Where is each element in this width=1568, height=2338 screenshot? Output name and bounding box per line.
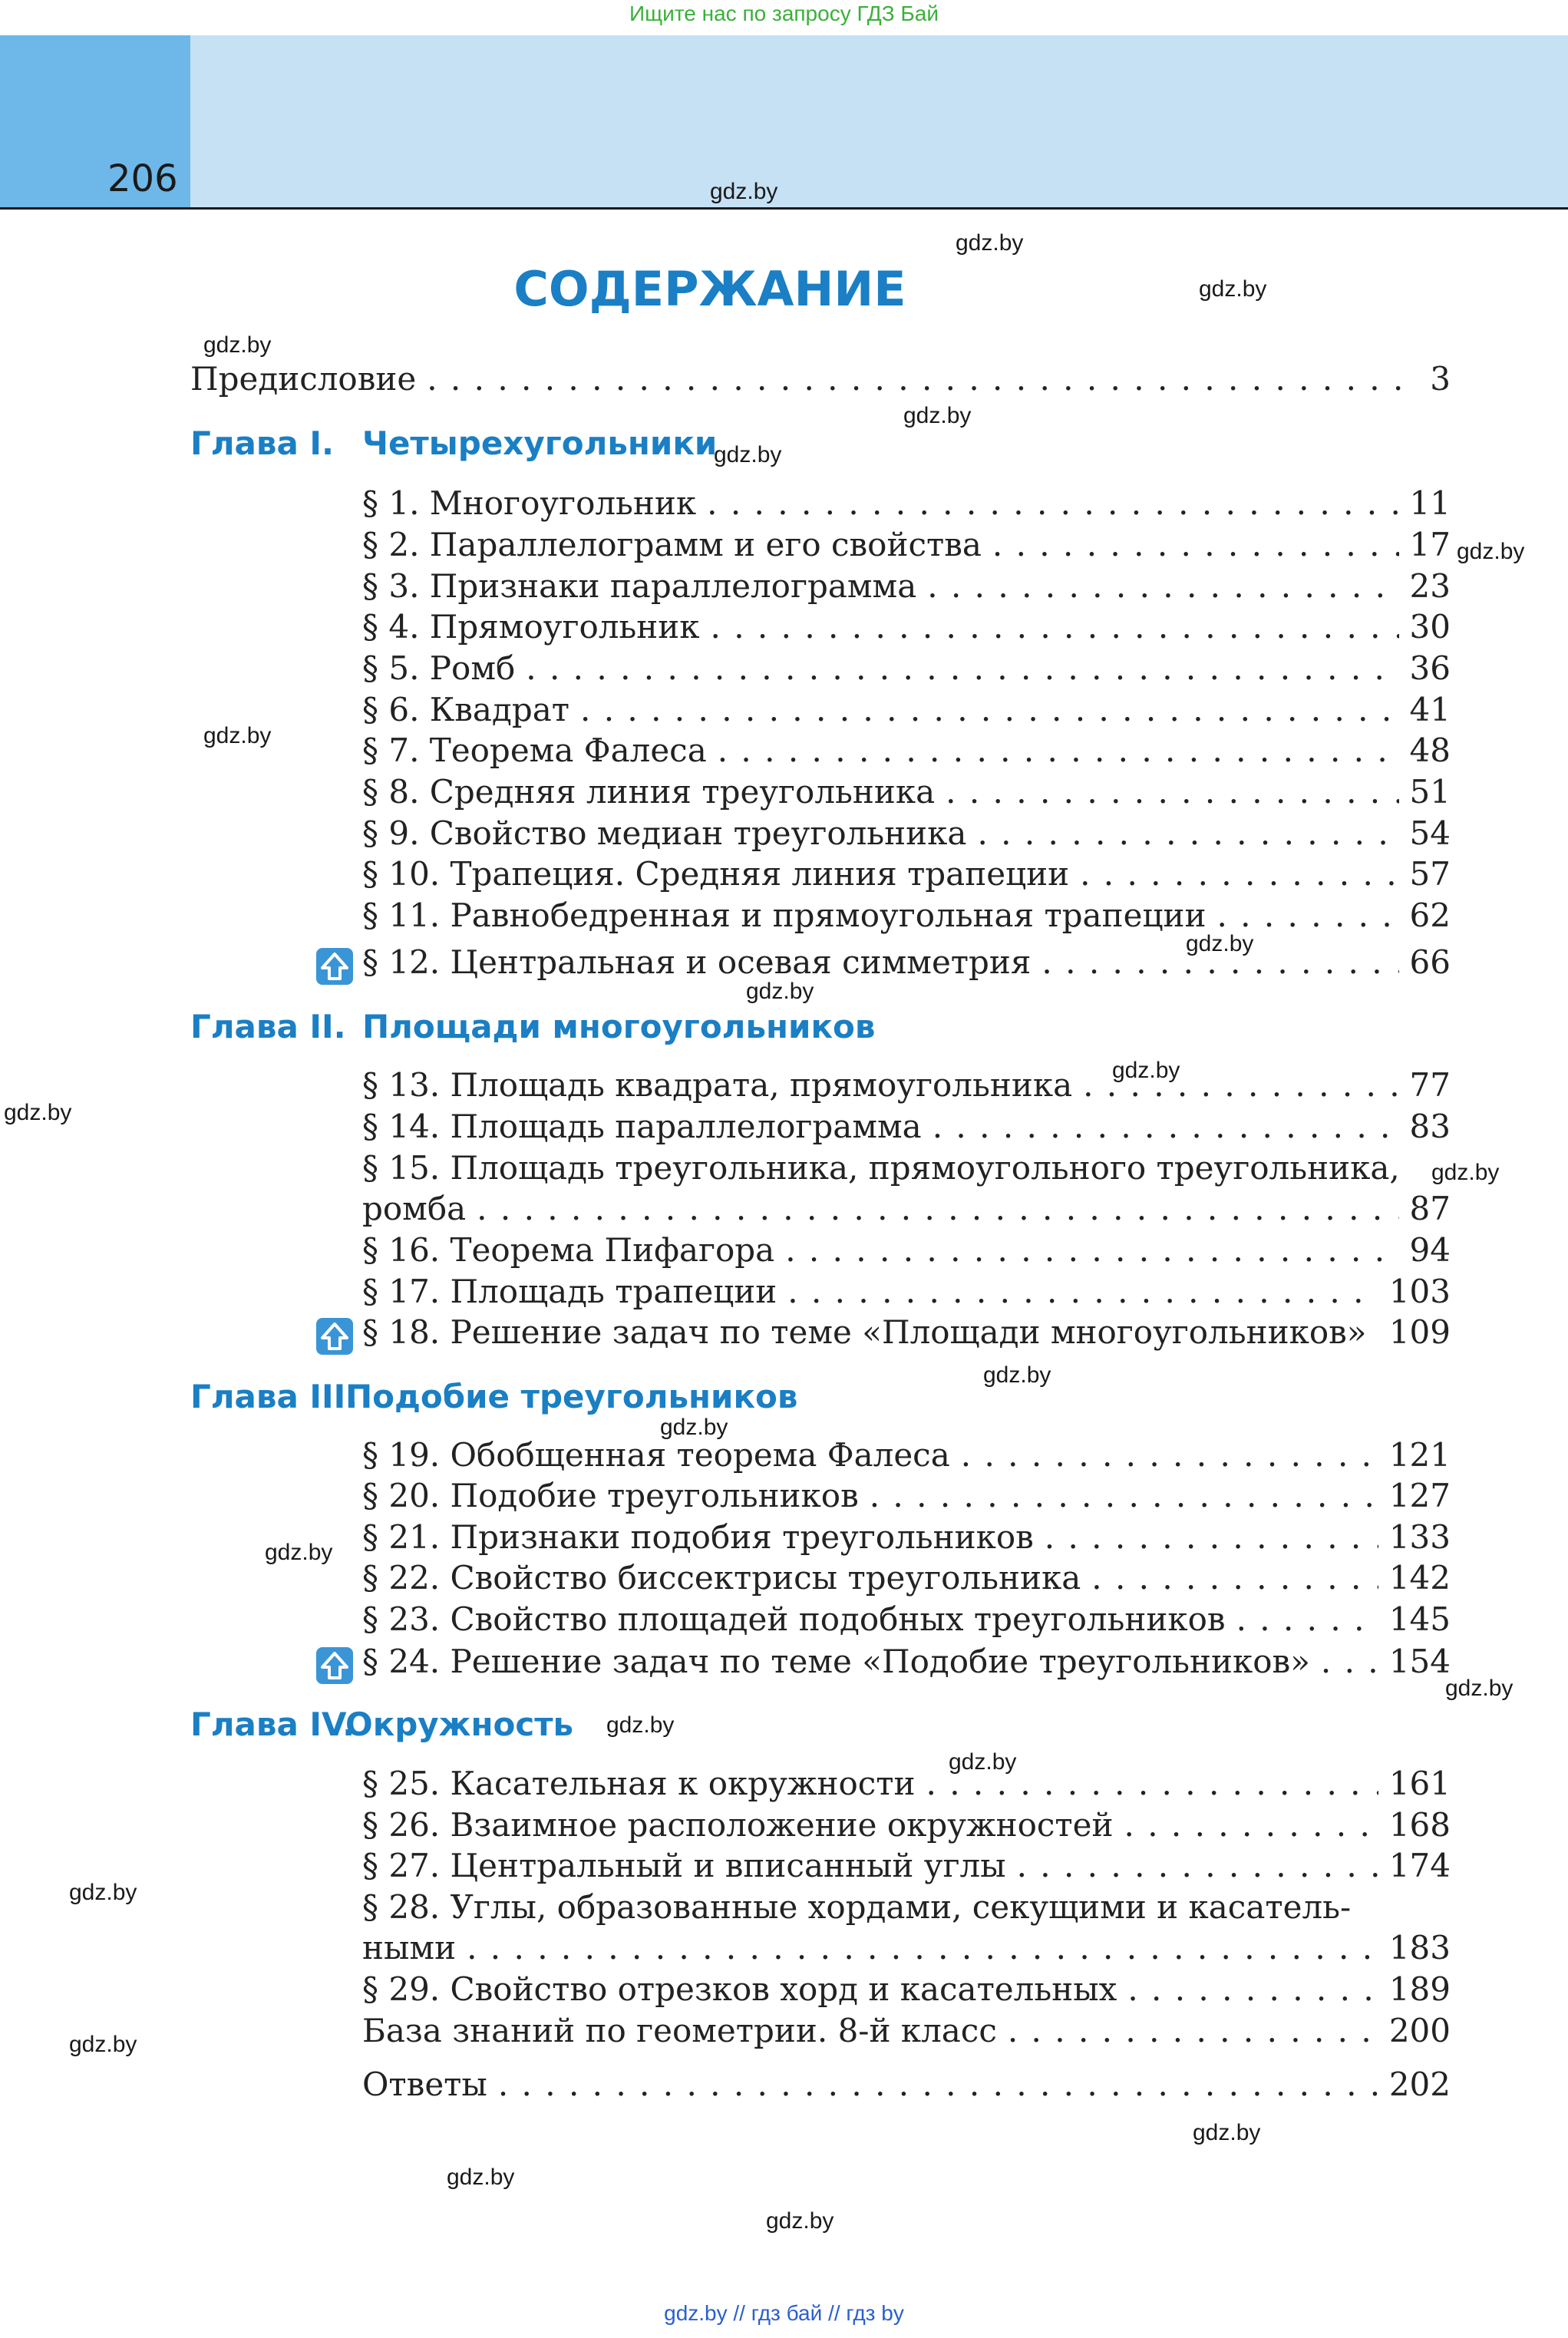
toc-page-number: 142 (1388, 1559, 1451, 1597)
dot-leader (580, 689, 1399, 731)
toc-entry-text: § 21. Признаки подобия треугольников (362, 1518, 1034, 1556)
toc-page-number: 17 (1409, 526, 1451, 563)
toc-page-number: 168 (1388, 1806, 1451, 1844)
toc-row (362, 854, 1451, 895)
toc-page-number: 183 (1388, 1929, 1451, 1966)
toc-page-number: 202 (1388, 2066, 1451, 2103)
toc-row (362, 942, 1451, 983)
watermark: gdz.by (265, 1540, 333, 1565)
watermark: gdz.by (1193, 2120, 1261, 2145)
chapter-heading-3 (190, 1378, 798, 1415)
toc-entry-text: § 13. Площадь квадрата, прямоугольника (362, 1066, 1073, 1104)
toc-entry-text: § 27. Центральный и вписанный углы (362, 1847, 1006, 1884)
toc-row (362, 1517, 1451, 1558)
toc-entry-text: § 14. Площадь параллелограмма (362, 1108, 922, 1145)
page-title: СОДЕРЖАНИЕ (513, 261, 906, 317)
toc-page-number: 133 (1388, 1518, 1451, 1556)
dot-leader (477, 1188, 1398, 1230)
chapter-name: Подобие треугольников (345, 1378, 798, 1415)
toc-row-preface (190, 358, 1451, 400)
toc-row (362, 813, 1451, 854)
toc-entry-text: § 20. Подобие треугольников (362, 1477, 859, 1514)
toc-page-number: 66 (1409, 943, 1451, 981)
toc-entry-text: § 9. Свойство медиан треугольника (362, 814, 967, 852)
toc-entry-text: § 2. Параллелограмм и его свойства (362, 526, 982, 563)
toc-row (362, 1969, 1451, 2010)
watermark: gdz.by (69, 2032, 137, 2057)
dot-leader (711, 606, 1399, 648)
watermark: gdz.by (746, 979, 814, 1004)
chapter-name: Окружность (345, 1706, 574, 1743)
watermark: gdz.by (903, 403, 972, 428)
dot-leader (1236, 1599, 1378, 1640)
toc-entry-text: § 3. Признаки параллелограмма (362, 567, 917, 605)
dot-leader (718, 730, 1399, 771)
dot-leader (946, 771, 1398, 813)
dot-leader (1124, 1805, 1378, 1846)
toc-entry-text: § 17. Площадь трапеции (362, 1273, 777, 1310)
toc-page-number: 174 (1388, 1847, 1451, 1884)
toc-entry-text: § 16. Теорема Пифагора (362, 1231, 775, 1269)
toc-page-number: 83 (1409, 1108, 1451, 1145)
toc-entry-text: § 24. Решение задач по теме «Подобие треугольников» (362, 1643, 1310, 1680)
toc-entry-text: § 15. Площадь треугольника, прямоугольного треугольника, (362, 1149, 1400, 1187)
dot-leader (498, 2064, 1378, 2105)
toc-row (362, 606, 1451, 648)
up-arrow-icon (316, 1647, 353, 1684)
toc-page-number: 161 (1388, 1765, 1451, 1802)
toc-row (362, 1763, 1451, 1805)
toc-row (362, 1312, 1451, 1353)
toc-page-number: 54 (1409, 814, 1451, 852)
bottom-banner: gdz.by // гдз бай // гдз by (664, 2301, 904, 2325)
dot-leader (1008, 2010, 1378, 2052)
toc-row (362, 1641, 1451, 1683)
dot-leader (467, 1927, 1378, 1969)
toc-entry-continuation: ромба (362, 1190, 467, 1227)
watermark: gdz.by (660, 1415, 728, 1440)
toc-entry-text: § 1. Многоугольник (362, 484, 697, 522)
watermark: gdz.by (1431, 1160, 1500, 1185)
toc-page-number: 23 (1409, 567, 1451, 605)
dot-leader (1080, 854, 1398, 895)
watermark: gdz.by (1457, 539, 1525, 564)
toc-entry-text: § 18. Решение задач по теме «Площади многоугольников» (362, 1313, 1367, 1351)
toc-row (362, 1927, 1451, 1969)
dot-leader (787, 1271, 1378, 1313)
watermark: gdz.by (983, 1362, 1051, 1388)
chapter-label: Глава I. (190, 424, 334, 462)
toc-row (362, 2064, 1451, 2105)
toc-entry-text: § 6. Квадрат (362, 691, 569, 728)
toc-row (362, 1557, 1451, 1599)
toc-row (362, 2010, 1451, 2052)
dot-leader (992, 524, 1399, 566)
toc-row (362, 524, 1451, 566)
dot-leader (1216, 895, 1398, 936)
dot-leader (1045, 1517, 1378, 1558)
dot-leader (870, 1475, 1378, 1517)
dot-leader (1127, 1969, 1378, 2010)
chapter-heading-1 (190, 424, 718, 462)
toc-entry-text: § 23. Свойство площадей подобных треугольников (362, 1600, 1226, 1638)
dot-leader (785, 1230, 1398, 1271)
dot-leader (933, 1106, 1399, 1148)
toc-row (362, 1106, 1451, 1148)
up-arrow-icon (316, 1318, 353, 1355)
toc-page-number: 145 (1388, 1600, 1451, 1638)
toc-page-number: 62 (1409, 897, 1451, 934)
toc-entry-text: § 19. Обобщенная теорема Фалеса (362, 1436, 950, 1474)
toc-page-number: 51 (1409, 773, 1451, 811)
toc-page-number: 3 (1430, 360, 1451, 398)
watermark: gdz.by (203, 332, 272, 358)
toc-row (362, 566, 1451, 607)
toc-page-number: 48 (1409, 731, 1451, 769)
chapter-label: Глава III. (190, 1378, 358, 1415)
watermark: gdz.by (710, 179, 778, 204)
toc-entry-text: § 28. Углы, образованные хордами, секущими и касатель- (362, 1888, 1352, 1926)
toc-row (362, 1065, 1451, 1106)
dot-leader (526, 648, 1398, 689)
toc-entry-text: § 11. Равнобедренная и прямоугольная трапеции (362, 897, 1207, 934)
toc-page-number: 200 (1388, 2012, 1451, 2049)
toc-row (362, 1188, 1451, 1230)
chapter-heading-4 (190, 1706, 574, 1743)
toc-entry-text: § 5. Ромб (362, 649, 516, 687)
header-right-block (190, 35, 1568, 209)
chapter-heading-2 (190, 1008, 876, 1045)
toc-row (362, 771, 1451, 813)
toc-page-number: 41 (1409, 691, 1451, 728)
dot-leader (1017, 1845, 1378, 1887)
toc-page-number: 87 (1409, 1190, 1451, 1227)
toc-row (362, 1271, 1451, 1313)
watermark: gdz.by (4, 1100, 72, 1125)
toc-entry-text: База знаний по геометрии. 8-й класс (362, 2012, 997, 2049)
toc-row (362, 1435, 1451, 1476)
watermark: gdz.by (1112, 1058, 1180, 1083)
toc-row (362, 483, 1451, 524)
toc-entry-text: Ответы (362, 2066, 487, 2103)
chapter-name: Четырехугольники (362, 424, 718, 462)
toc-page-number: 94 (1409, 1231, 1451, 1269)
watermark: gdz.by (1445, 1676, 1514, 1701)
toc-page-number: 30 (1409, 608, 1451, 646)
toc-row (362, 689, 1451, 731)
toc-page-number: 103 (1388, 1273, 1451, 1310)
toc-page-number: 121 (1388, 1436, 1451, 1474)
dot-leader (1321, 1641, 1378, 1683)
toc-entry-text: § 7. Теорема Фалеса (362, 731, 707, 769)
watermark: gdz.by (1186, 931, 1254, 956)
toc-row (362, 648, 1451, 689)
toc-page-number: 77 (1409, 1066, 1451, 1104)
chapter-name: Площади многоугольников (362, 1008, 876, 1045)
dot-leader (707, 483, 1398, 524)
watermark: gdz.by (606, 1712, 675, 1738)
dot-leader (961, 1435, 1378, 1476)
toc-entry-continuation: ными (362, 1929, 457, 1966)
toc-row (362, 730, 1451, 771)
watermark: gdz.by (949, 1749, 1017, 1775)
toc-row (362, 1230, 1451, 1271)
toc-entry-text: § 4. Прямоугольник (362, 608, 700, 646)
toc-page-number: 11 (1409, 484, 1451, 522)
dot-leader (427, 358, 1409, 400)
header-divider (0, 207, 1568, 210)
toc-row (362, 1805, 1451, 1846)
toc-entry-text: § 25. Касательная к окружности (362, 1765, 916, 1802)
page-number: 206 (107, 157, 178, 200)
toc-entry-text: § 10. Трапеция. Средняя линия трапеции (362, 855, 1070, 893)
up-arrow-icon (316, 948, 353, 985)
toc-page-number: 189 (1388, 1970, 1451, 2008)
toc-page-number: 36 (1409, 649, 1451, 687)
dot-leader (927, 566, 1398, 607)
toc-entry-text: § 29. Свойство отрезков хорд и касательных (362, 1970, 1117, 2008)
toc-entry-text: § 26. Взаимное расположение окружностей (362, 1806, 1114, 1844)
toc-row (362, 895, 1451, 936)
watermark: gdz.by (1199, 276, 1267, 302)
top-banner: Ищите нас по запросу ГДЗ Бай (629, 2, 939, 25)
toc-entry-text: § 12. Центральная и осевая симметрия (362, 943, 1032, 981)
watermark: gdz.by (766, 2208, 834, 2234)
toc-row (362, 1599, 1451, 1640)
dot-leader (1091, 1557, 1378, 1599)
watermark: gdz.by (69, 1880, 137, 1905)
chapter-label: Глава IV. (190, 1706, 355, 1743)
watermark: gdz.by (714, 442, 782, 467)
toc-page-number: 57 (1409, 855, 1451, 893)
toc-row (362, 1845, 1451, 1887)
watermark: gdz.by (203, 723, 272, 748)
dot-leader (977, 813, 1398, 854)
chapter-label: Глава II. (190, 1008, 346, 1045)
toc-entry-text: § 22. Свойство биссектрисы треугольника (362, 1559, 1081, 1597)
toc-entry-text: § 8. Средняя линия треугольника (362, 773, 936, 811)
watermark: gdz.by (956, 230, 1024, 256)
toc-page-number: 154 (1388, 1643, 1451, 1680)
toc-page-number: 127 (1388, 1477, 1451, 1514)
toc-page-number: 109 (1388, 1313, 1451, 1351)
watermark: gdz.by (447, 2165, 515, 2190)
toc-row (362, 1475, 1451, 1517)
toc-entry-text: Предисловие (190, 360, 417, 398)
